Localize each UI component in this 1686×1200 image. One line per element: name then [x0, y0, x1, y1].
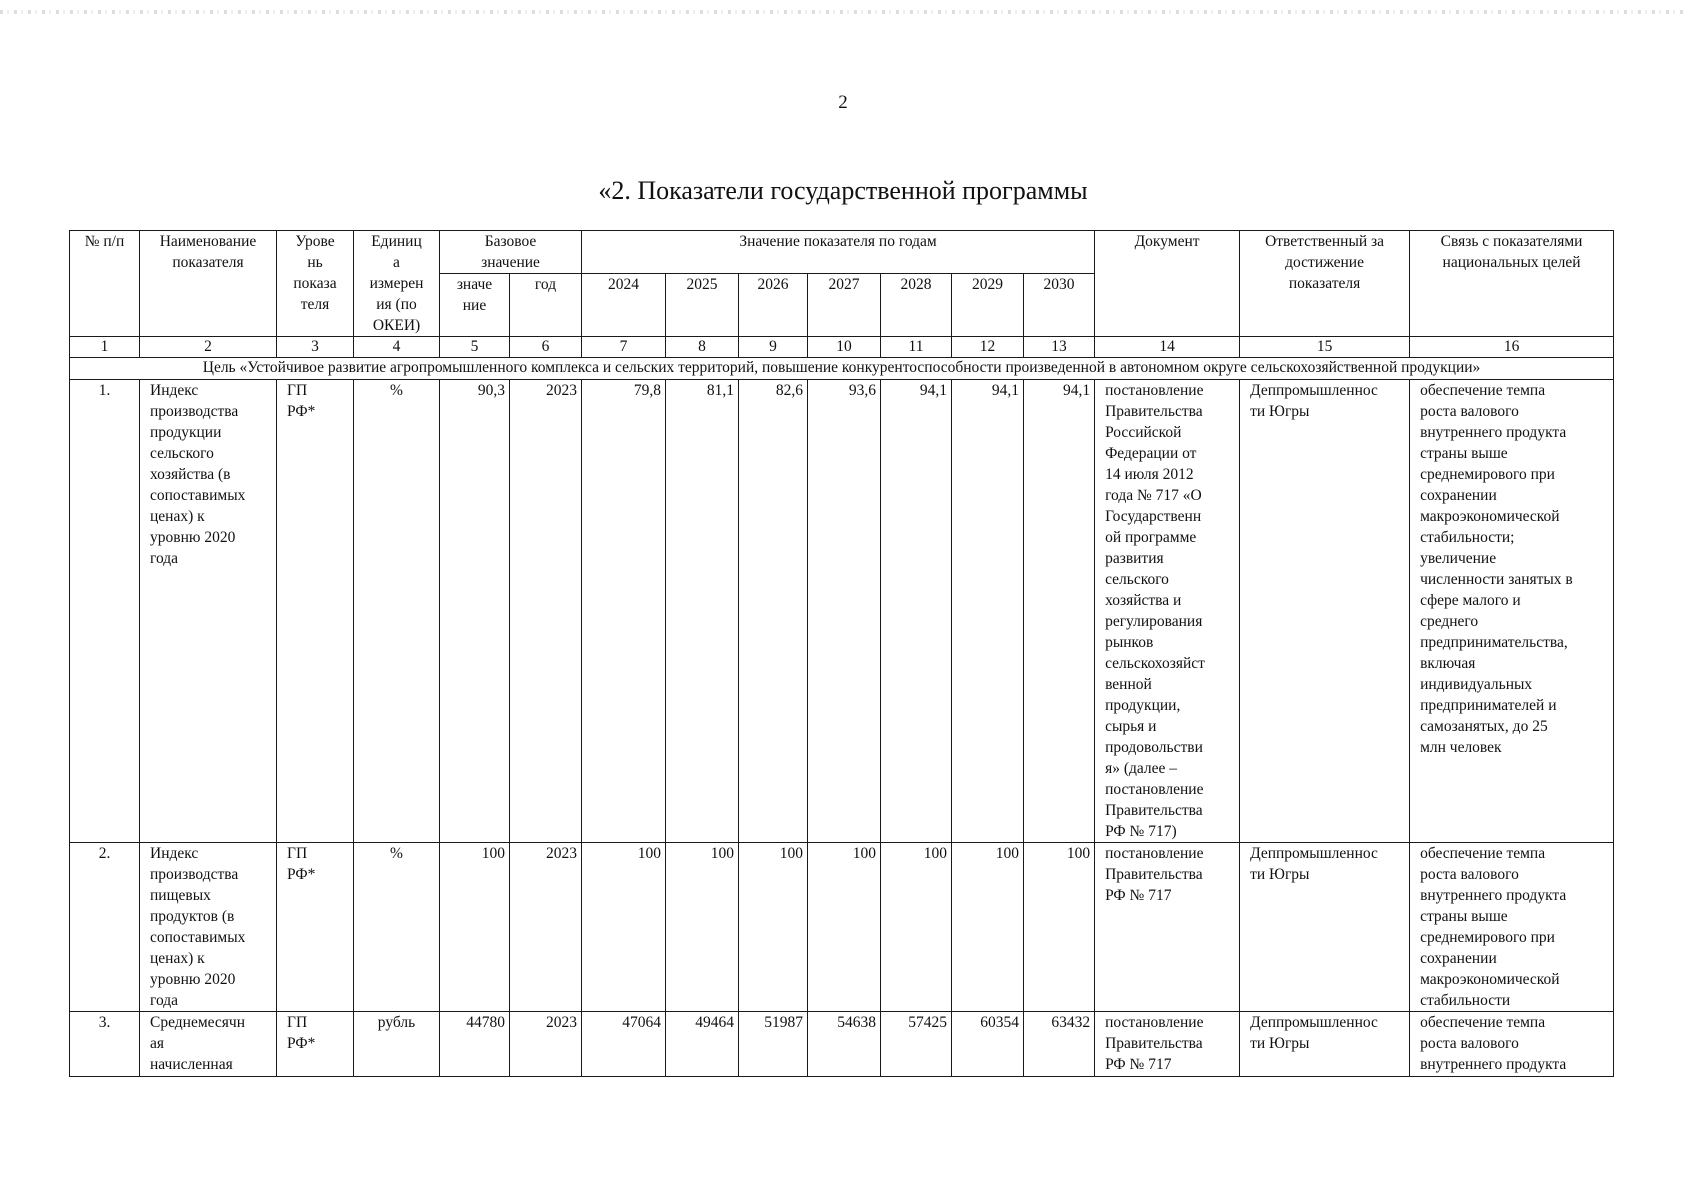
column-number: 16	[1410, 337, 1614, 358]
row-num: 3.	[70, 1012, 140, 1077]
goal-row	[70, 358, 1614, 380]
header-row-1	[70, 231, 1614, 274]
row-link: обеспечение темпа роста валового внутреннего продукта страны выше среднемирового при сохранении макроэкономической стабильности	[1410, 843, 1614, 1012]
column-number: 8	[666, 337, 739, 358]
row-link: обеспечение темпа роста валового внутреннего продукта	[1410, 1012, 1614, 1077]
row-base-value: 100	[440, 843, 510, 1012]
table-row	[70, 380, 1614, 843]
row-value: 93,6	[808, 380, 881, 843]
column-number: 13	[1024, 337, 1095, 358]
column-number: 3	[277, 337, 354, 358]
row-value: 54638	[808, 1012, 881, 1077]
row-link: обеспечение темпа роста валового внутреннего продукта страны выше среднемирового при сохранении макроэкономической стабильности; увеличение численности занятых в сфере малого и среднего предпринимательства, включая индивидуальных предпринимателей и самозанятых, до 25 млн человек	[1410, 380, 1614, 843]
column-number: 5	[440, 337, 510, 358]
header-year: 2029	[952, 274, 1024, 337]
row-unit: %	[354, 380, 440, 843]
row-value: 94,1	[952, 380, 1024, 843]
row-unit: рубль	[354, 1012, 440, 1077]
scan-edge	[0, 10, 1686, 14]
row-value: 100	[666, 843, 739, 1012]
column-number: 12	[952, 337, 1024, 358]
row-name: Индекс производства пищевых продуктов (в сопоставимых ценах) к уровню 2020 года	[140, 843, 277, 1012]
page-title: «2. Показатели государственной программы	[598, 176, 1088, 205]
row-value: 57425	[881, 1012, 952, 1077]
row-base-value: 90,3	[440, 380, 510, 843]
row-num: 1.	[70, 380, 140, 843]
row-value: 82,6	[739, 380, 808, 843]
row-value: 100	[1024, 843, 1095, 1012]
column-number: 6	[510, 337, 582, 358]
header-name: Наименование показателя	[140, 231, 277, 337]
column-number: 9	[739, 337, 808, 358]
row-value: 47064	[582, 1012, 666, 1077]
header-link: Связь с показателями национальных целей	[1410, 231, 1614, 337]
row-value: 63432	[1024, 1012, 1095, 1077]
row-value: 100	[808, 843, 881, 1012]
row-document: постановление Правительства РФ № 717	[1095, 1012, 1240, 1077]
header-year: 2026	[739, 274, 808, 337]
header-num: № п/п	[70, 231, 140, 337]
row-value: 100	[952, 843, 1024, 1012]
row-value: 51987	[739, 1012, 808, 1077]
header-document: Документ	[1095, 231, 1240, 337]
row-responsible: Деппромышленнос ти Югры	[1240, 843, 1410, 1012]
row-value: 94,1	[881, 380, 952, 843]
row-level: ГП РФ*	[277, 1012, 354, 1077]
header-base: Базовое значение	[440, 231, 582, 274]
header-year: 2024	[582, 274, 666, 337]
row-name: Среднемесячн ая начисленная	[140, 1012, 277, 1077]
table-row	[70, 843, 1614, 1012]
row-unit: %	[354, 843, 440, 1012]
row-name: Индекс производства продукции сельского хозяйства (в сопоставимых ценах) к уровню 2020 года	[140, 380, 277, 843]
column-number: 2	[140, 337, 277, 358]
column-numbers-row	[70, 337, 1614, 358]
header-unit: Единиц а измерен ия (по ОКЕИ)	[354, 231, 440, 337]
row-level: ГП РФ*	[277, 843, 354, 1012]
row-value: 100	[582, 843, 666, 1012]
column-number: 10	[808, 337, 881, 358]
column-number: 1	[70, 337, 140, 358]
row-base-year: 2023	[510, 1012, 582, 1077]
row-responsible: Деппромышленнос ти Югры	[1240, 380, 1410, 843]
row-base-year: 2023	[510, 380, 582, 843]
row-value: 60354	[952, 1012, 1024, 1077]
indicators-table	[69, 230, 1614, 1077]
header-level: Урове нь показа теля	[277, 231, 354, 337]
row-level: ГП РФ*	[277, 380, 354, 843]
table-row	[70, 1012, 1614, 1077]
row-value: 81,1	[666, 380, 739, 843]
row-base-value: 44780	[440, 1012, 510, 1077]
header-year: 2025	[666, 274, 739, 337]
header-years-group: Значение показателя по годам	[582, 231, 1095, 274]
column-number: 7	[582, 337, 666, 358]
column-number: 15	[1240, 337, 1410, 358]
row-value: 100	[881, 843, 952, 1012]
header-base-value: значе ние	[440, 274, 510, 337]
column-number: 14	[1095, 337, 1240, 358]
goal-text: Цель «Устойчивое развитие агропромышленного комплекса и сельских территорий, повышение конкурентоспособности произведенной в автономном округе сельскохозяйственной продукции»	[70, 358, 1614, 380]
column-number: 11	[881, 337, 952, 358]
header-responsible: Ответственный за достижение показателя	[1240, 231, 1410, 337]
row-base-year: 2023	[510, 843, 582, 1012]
row-value: 49464	[666, 1012, 739, 1077]
page-number: 2	[838, 92, 848, 113]
row-num: 2.	[70, 843, 140, 1012]
header-year: 2027	[808, 274, 881, 337]
row-value: 79,8	[582, 380, 666, 843]
column-number: 4	[354, 337, 440, 358]
row-document: постановление Правительства Российской Федерации от 14 июля 2012 года № 717 «О Государственн ой программе развития сельского хозяйства и регулирования рынков сельскохозяйст венной продукции, сырья и продовольстви я» (далее – постановление Правительства РФ № 717)	[1095, 380, 1240, 843]
row-responsible: Деппромышленнос ти Югры	[1240, 1012, 1410, 1077]
row-value: 94,1	[1024, 380, 1095, 843]
row-value: 100	[739, 843, 808, 1012]
header-base-year: год	[510, 274, 582, 337]
row-document: постановление Правительства РФ № 717	[1095, 843, 1240, 1012]
header-year: 2030	[1024, 274, 1095, 337]
header-year: 2028	[881, 274, 952, 337]
